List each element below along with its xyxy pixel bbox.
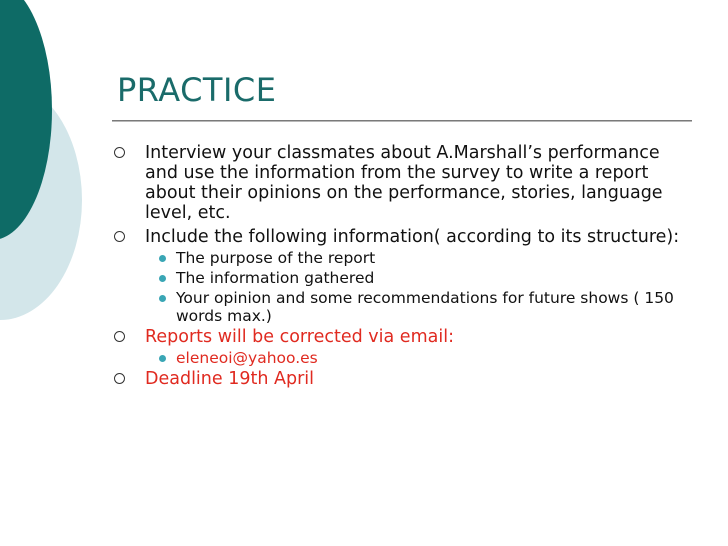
email-address[interactable]: eleneoi@yahoo.es — [176, 349, 318, 367]
sub-bullet-text: The information gathered — [176, 269, 375, 287]
sub-bullet-list — [145, 349, 694, 367]
slide-decoration — [0, 0, 110, 546]
circle-bullet-icon — [114, 331, 125, 342]
slide-body — [114, 143, 694, 393]
bullet-text: Interview your classmates about A.Marshall’s performance and use the information from the survey to write a report about their opinions on the performance, stories, language level, etc. — [145, 143, 663, 223]
slide-title: PRACTICE — [117, 71, 277, 109]
circle-bullet-icon — [114, 147, 125, 158]
title-divider — [112, 120, 692, 122]
sub-bullet-item — [147, 349, 694, 367]
dot-bullet-icon — [159, 295, 166, 302]
sub-bullet-text: Your opinion and some recommendations for future shows ( 150 words max.) — [176, 289, 674, 325]
sub-bullet-list — [145, 249, 694, 325]
dot-bullet-icon — [159, 275, 166, 282]
bullet-item-email — [114, 327, 694, 367]
bullet-item-include — [114, 227, 694, 325]
bullet-list — [114, 143, 694, 389]
bullet-item-interview — [114, 143, 694, 223]
sub-bullet-item — [147, 289, 694, 325]
sub-bullet-item — [147, 269, 694, 287]
bullet-text: Deadline 19th April — [145, 369, 315, 389]
sub-bullet-text: The purpose of the report — [176, 249, 376, 267]
bullet-text: Include the following information( according to its structure): — [145, 227, 680, 247]
circle-bullet-icon — [114, 373, 125, 384]
dot-bullet-icon — [159, 355, 166, 362]
bullet-text: Reports will be corrected via email: — [145, 327, 454, 347]
bullet-item-deadline — [114, 369, 694, 389]
circle-bullet-icon — [114, 231, 125, 242]
sub-bullet-item — [147, 249, 694, 267]
dot-bullet-icon — [159, 255, 166, 262]
